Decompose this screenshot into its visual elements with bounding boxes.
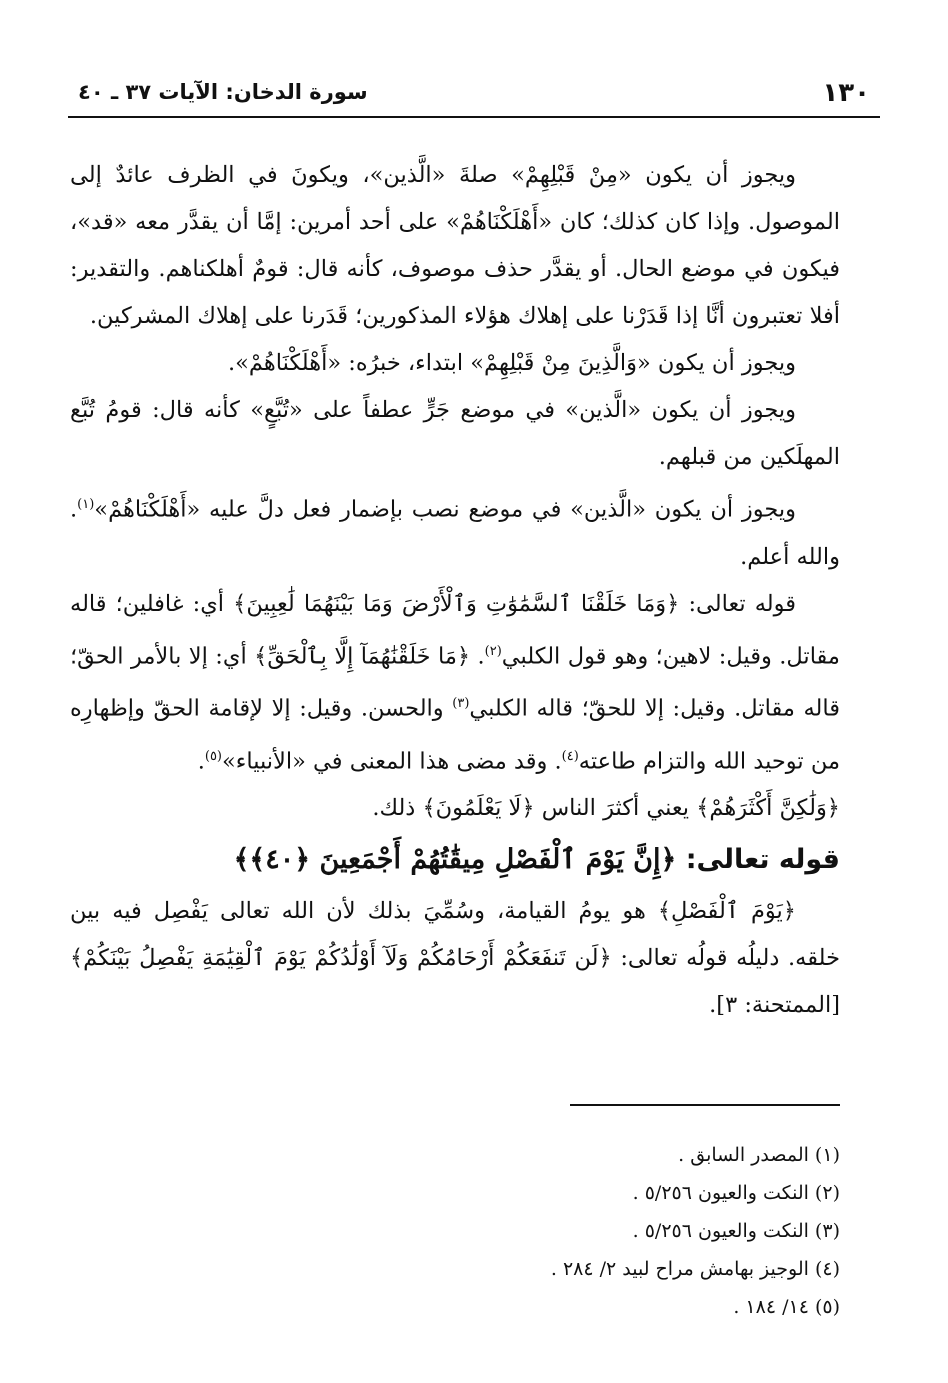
- paragraph-5: [70, 581, 840, 786]
- paragraph-2: ويجوز أن يكون «وَالَّذِينَ مِنْ قَبْلِهِمْ» ابتداء، خبرُه: «أَهْلَكْنَاهُمْ».: [227, 350, 796, 376]
- footnote-2: (٢) النكت والعيون ٥/٢٥٦ .: [632, 1182, 840, 1204]
- paragraph-5-part-d: . وقد مضى هذا المعنى في «الأنبياء»: [222, 748, 562, 774]
- footnote-ref-1[interactable]: (١): [77, 497, 95, 512]
- paragraph-4-text: ويجوز أن يكون «الَّذين» في موضع نصب بإضمار فعل دلَّ عليه «أَهْلَكْنَاهُمْ»: [94, 496, 796, 523]
- footnote-separator: [570, 1104, 840, 1106]
- paragraph-1: ويجوز أن يكون «مِنْ قَبْلِهِمْ» صلةَ «الَّذين»، ويكونَ في الظرف عائدٌ إلى الموصول. وإذا كان كذلك؛ كان «أَهْلَكْنَاهُمْ» على أحد أمرين: إمَّا أن يقدَّر معه «قد»، فيكون في موضع الحال. أو يقدَّر حذف موصوف، كأنه قال: قومٌ أهلكناهم. والتقدير: أفلا تعتبرون أنَّا إذا قَدَرْنا على إهلاك هؤلاء المذكورين؛ قَدَرنا على إهلاك المشركين.: [70, 162, 840, 329]
- footnote-1: (١) المصدر السابق .: [678, 1144, 840, 1166]
- paragraph-3: ويجوز أن يكون «الَّذين» في موضع جَرٍّ عطفاً على «تُبَّعٍ» كأنه قال: قومُ تُبَّع المهلَكين من قبلهم.: [70, 397, 840, 470]
- footnote-ref-2[interactable]: (٢): [484, 643, 502, 659]
- main-text: [70, 152, 840, 1029]
- page-header: [68, 72, 880, 118]
- footnote-ref-5[interactable]: (٥): [204, 748, 222, 764]
- paragraph-5-part-a: قوله تعالى: ﴿وَمَا خَلَقْنَا ٱلسَّمَٰوَٰتِ وَٱلْأَرْضَ وَمَا بَيْنَهُمَا لَٰعِبِينَ﴾ أي: غافلين؛ قاله مقاتل. وقيل: لاهين؛ وهو قول الكلبي: [70, 590, 840, 669]
- running-head: سورة الدخان: الآيات ٣٧ ـ ٤٠: [78, 80, 368, 104]
- footnote-ref-4[interactable]: (٤): [561, 748, 579, 764]
- paragraph-5-part-e: .: [197, 748, 205, 774]
- footnote-3: (٣) النكت والعيون ٥/٢٥٦ .: [632, 1220, 840, 1242]
- paragraph-7: ﴿يَوْمَ ٱلْفَصْلِ﴾ هو يومُ القيامة، وسُمِّيَ بذلك لأن الله تعالى يَفْصِل فيه بين خلقه. دليلُه قولُه تعالى: ﴿لَن تَنفَعَكُمْ أَرْحَامُكُمْ وَلَآ أَوْلَٰدُكُمْ يَوْمَ ٱلْقِيَٰمَةِ يَفْصِلُ بَيْنَكُمْ﴾ [الممتحنة: ٣].: [70, 898, 840, 1018]
- paragraph-4: [70, 481, 840, 581]
- footnote-4: (٤) الوجيز بهامش مراح لبيد ٢/ ٢٨٤ .: [550, 1258, 840, 1280]
- footnotes: [70, 1136, 840, 1326]
- paragraph-5-part-b: . ﴿مَا خَلَقْنَٰهُمَآ إِلَّا بِٱلْحَقِّ﴾ أي: إلا بالأمر الحقّ؛ قاله مقاتل. وقيل: إلا للحقّ؛ قاله الكلبي: [70, 643, 840, 722]
- verse-heading: [70, 832, 840, 888]
- paragraph-6: ﴿وَلَٰكِنَّ أَكْثَرَهُمْ﴾ يعني أكثرَ الناس ﴿لَا يَعْلَمُونَ﴾ ذلك.: [372, 795, 840, 821]
- footnote-5: (٥) ١٤/ ١٨٤ .: [733, 1296, 840, 1318]
- paragraph-4-end: . والله أعلم.: [70, 496, 840, 570]
- verse-heading-verse: ﴿إِنَّ يَوْمَ ٱلْفَصْلِ مِيقَٰتُهُمْ أَجْمَعِينَ ﴿٤٠﴾﴾: [233, 844, 677, 875]
- paragraph-5-part-c: والحسن. وقيل: إلا لإقامة الحقّ وإظهارِه من توحيد الله والتزام طاعته: [70, 695, 840, 774]
- verse-heading-label: قوله تعالى:: [685, 844, 840, 875]
- footnote-ref-3[interactable]: (٣): [452, 696, 470, 711]
- page-number: ١٣٠: [822, 78, 870, 108]
